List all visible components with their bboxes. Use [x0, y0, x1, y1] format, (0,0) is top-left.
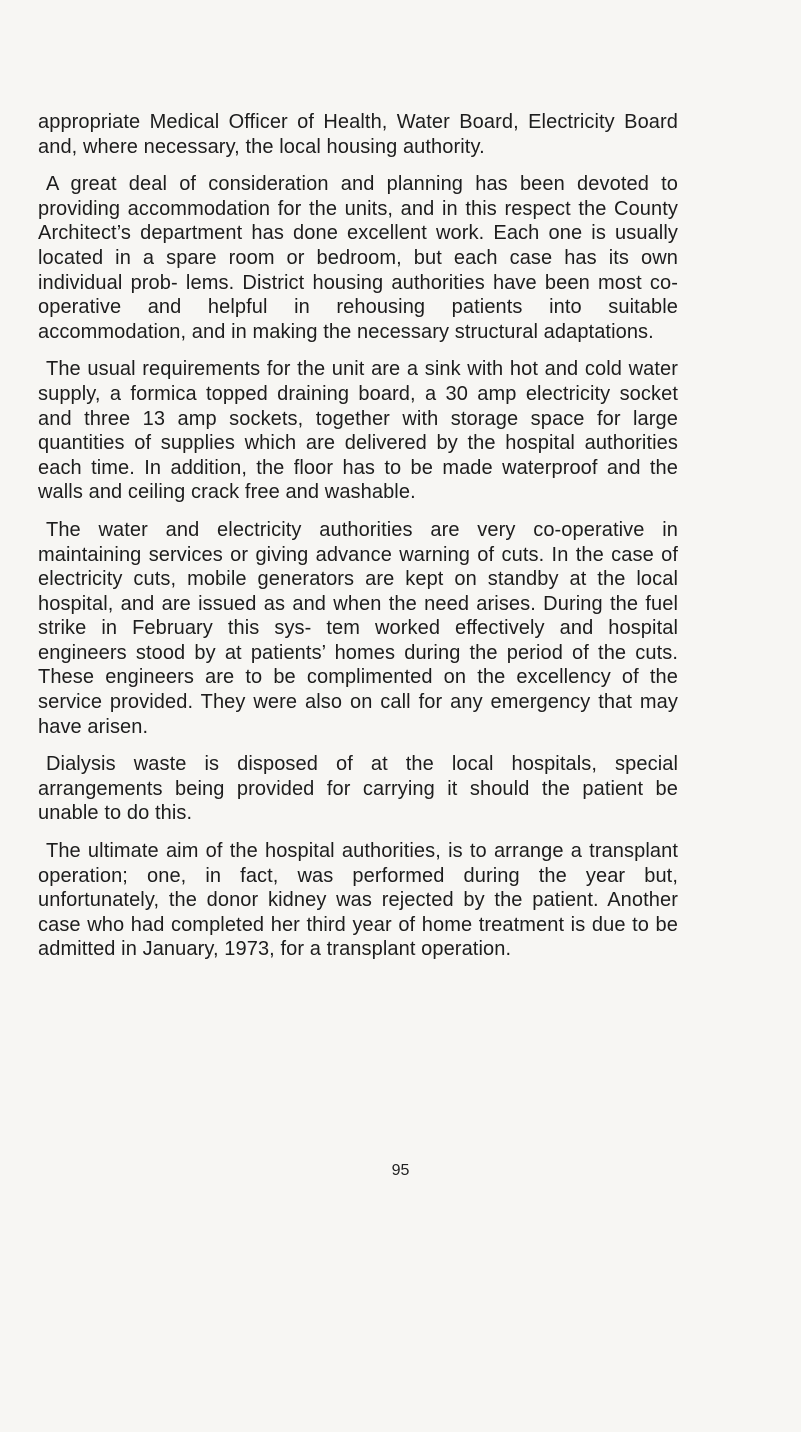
paragraph-water-electricity: The water and electricity authorities are very co-operative in maintaining services or giving advance warning of cuts. In the case of electricity cuts, mobile generators are kept on standby at the local hospital, and are issued as and when the need arises. During the fuel strike in February this sys- tem worked effectively and hospital engineers stood by at patients’ homes during the period of the cuts. These engineers are to be complimented on the excellency of the service provided. They were also on call for any emergency that may have arisen.	[38, 518, 678, 738]
paragraph-accommodation: A great deal of consideration and planning has been devoted to providing accommodation for the units, and in this respect the County Architect’s department has done excellent work. Each one is usually located in a spare room or bedroom, but each case has its own individual prob- lems. District housing authorities have been most co- operative and helpful in rehousing patients into suitable accommodation, and in making the necessary structural adaptations.	[38, 173, 678, 343]
page-number: 95	[391, 1162, 410, 1179]
paragraph-transplant-aim: The ultimate aim of the hospital authorities, is to arrange a transplant operation; one, in fact, was performed during the year but, unfortunately, the donor kidney was rejected by the patient. Another case who had completed her third year of home treatment is due to be admitted in January, 1973, for a transplant operation.	[38, 840, 678, 961]
paragraph-utility-authorities: appropriate Medical Officer of Health, Water Board, Electricity Board and, where necessary, the local housing authority.	[38, 111, 678, 158]
paragraph-dialysis-waste: Dialysis waste is disposed of at the local hospitals, special arrangements being provided for carrying it should the patient be unable to do this.	[38, 753, 678, 825]
document-page	[38, 110, 678, 975]
paragraph-unit-requirements: The usual requirements for the unit are a sink with hot and cold water supply, a formica topped draining board, a 30 amp electricity socket and three 13 amp sockets, together with storage space for large quantities of supplies which are delivered by the hospital authorities each time. In addition, the floor has to be made waterproof and the walls and ceiling crack free and washable.	[38, 358, 678, 504]
